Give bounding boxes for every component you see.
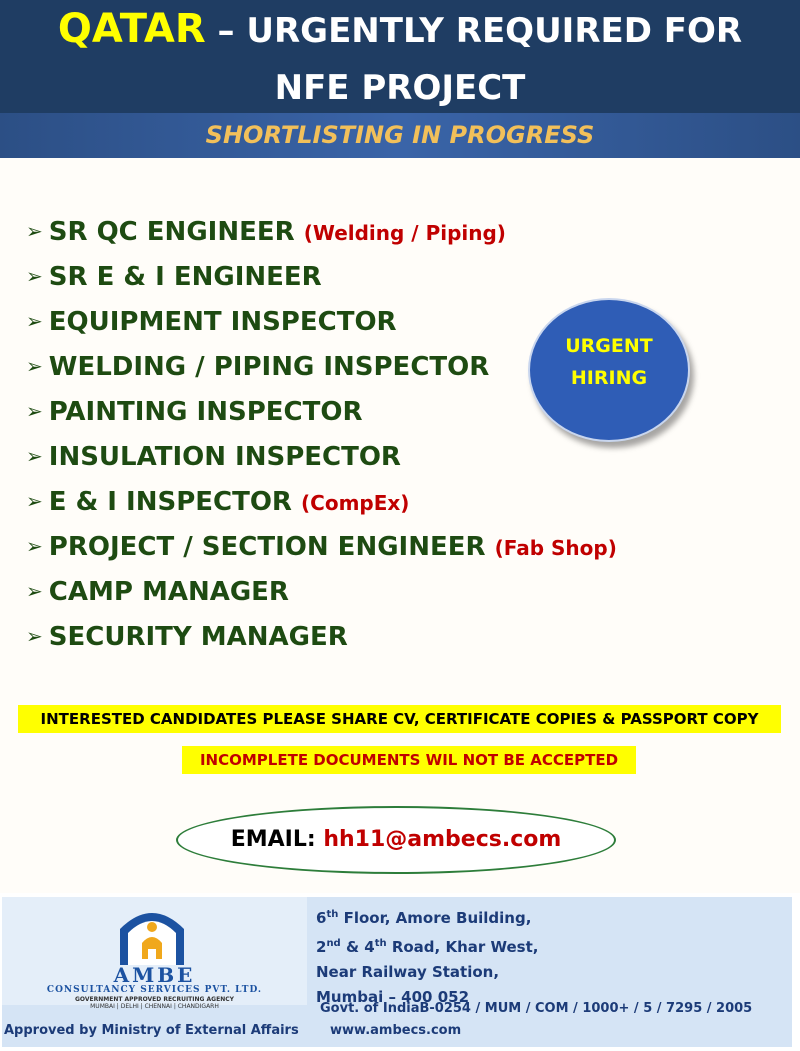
title-line2: NFE PROJECT <box>274 68 526 108</box>
approved-by: Approved by Ministry of External Affairs <box>4 1023 299 1038</box>
govt-license: Govt. of IndiaB-0254 / MUM / COM / 1000+ / 5 / 7295 / 2005 <box>320 1001 753 1016</box>
address-line2: 2nd & 4th Road, Khar West, <box>316 938 539 956</box>
address-line1: 6th Floor, Amore Building, <box>316 909 532 927</box>
title-rest: – URGENTLY REQUIRED FOR <box>217 11 743 51</box>
job-item <box>26 390 617 435</box>
company-full-name: CONSULTANCY SERVICES PVT. LTD. <box>46 985 263 995</box>
job-title: CAMP MANAGER <box>48 577 289 607</box>
arrow-bullet-icon: ➢ <box>26 579 43 603</box>
badge-text <box>530 330 688 394</box>
arrow-bullet-icon: ➢ <box>26 489 43 513</box>
job-title: E & I INSPECTOR <box>48 487 292 517</box>
footer <box>2 897 792 1047</box>
share-notice-text: INTERESTED CANDIDATES PLEASE SHARE CV, CERTIFICATE COPIES & PASSPORT COPY <box>40 710 759 728</box>
arrow-bullet-icon: ➢ <box>26 624 43 648</box>
job-title: PAINTING INSPECTOR <box>48 397 363 427</box>
agency-line: GOVERNMENT APPROVED RECRUITING AGENCY <box>75 996 234 1003</box>
share-notice <box>18 705 781 733</box>
badge-line2: HIRING <box>570 367 648 389</box>
job-item <box>26 570 617 615</box>
arrow-bullet-icon: ➢ <box>26 399 43 423</box>
email-oval <box>176 806 616 874</box>
website-link[interactable]: www.ambecs.com <box>330 1023 462 1038</box>
address-line4: Mumbai – 400 052 <box>316 988 470 1006</box>
job-title: WELDING / PIPING INSPECTOR <box>48 352 490 382</box>
job-item <box>26 210 617 255</box>
title-country: QATAR <box>57 6 206 52</box>
arrow-bullet-icon: ➢ <box>26 219 43 243</box>
job-list <box>26 210 617 660</box>
job-title: SECURITY MANAGER <box>48 622 348 652</box>
arrow-bullet-icon: ➢ <box>26 309 43 333</box>
urgent-hiring-badge <box>528 298 690 442</box>
job-title: INSULATION INSPECTOR <box>48 442 401 472</box>
job-item <box>26 480 617 525</box>
address-block <box>316 902 538 1010</box>
address-line3: Near Railway Station, <box>316 963 500 981</box>
job-title: PROJECT / SECTION ENGINEER <box>48 532 486 562</box>
job-note: (Welding / Piping) <box>303 221 506 245</box>
incomplete-notice <box>182 746 636 774</box>
arrow-bullet-icon: ➢ <box>26 354 43 378</box>
job-item <box>26 615 617 660</box>
page-title <box>0 6 800 52</box>
incomplete-notice-text: INCOMPLETE DOCUMENTS WIL NOT BE ACCEPTED <box>199 751 619 769</box>
arrow-bullet-icon: ➢ <box>26 264 43 288</box>
job-note: (CompEx) <box>301 491 410 515</box>
cities-line: MUMBAI | DELHI | CHENNAI | CHANDIGARH <box>90 1003 219 1010</box>
job-item <box>26 525 617 570</box>
job-title: SR E & I ENGINEER <box>48 262 322 292</box>
job-item <box>26 300 617 345</box>
header-banner <box>0 0 800 113</box>
job-item <box>26 435 617 480</box>
company-name: AMBE <box>113 963 196 987</box>
company-logo <box>2 897 307 1010</box>
arrow-bullet-icon: ➢ <box>26 444 43 468</box>
job-note: (Fab Shop) <box>494 536 617 560</box>
job-title: SR QC ENGINEER <box>48 217 295 247</box>
badge-line1: URGENT <box>565 335 653 357</box>
arrow-bullet-icon: ➢ <box>26 534 43 558</box>
email-link[interactable]: hh11@ambecs.com <box>323 827 562 852</box>
subtitle: SHORTLISTING IN PROGRESS <box>205 121 595 149</box>
job-title: EQUIPMENT INSPECTOR <box>48 307 397 337</box>
job-item <box>26 255 617 300</box>
email-label: EMAIL: <box>230 827 316 852</box>
ambe-logo-icon <box>114 903 190 967</box>
subtitle-bar <box>0 113 800 158</box>
